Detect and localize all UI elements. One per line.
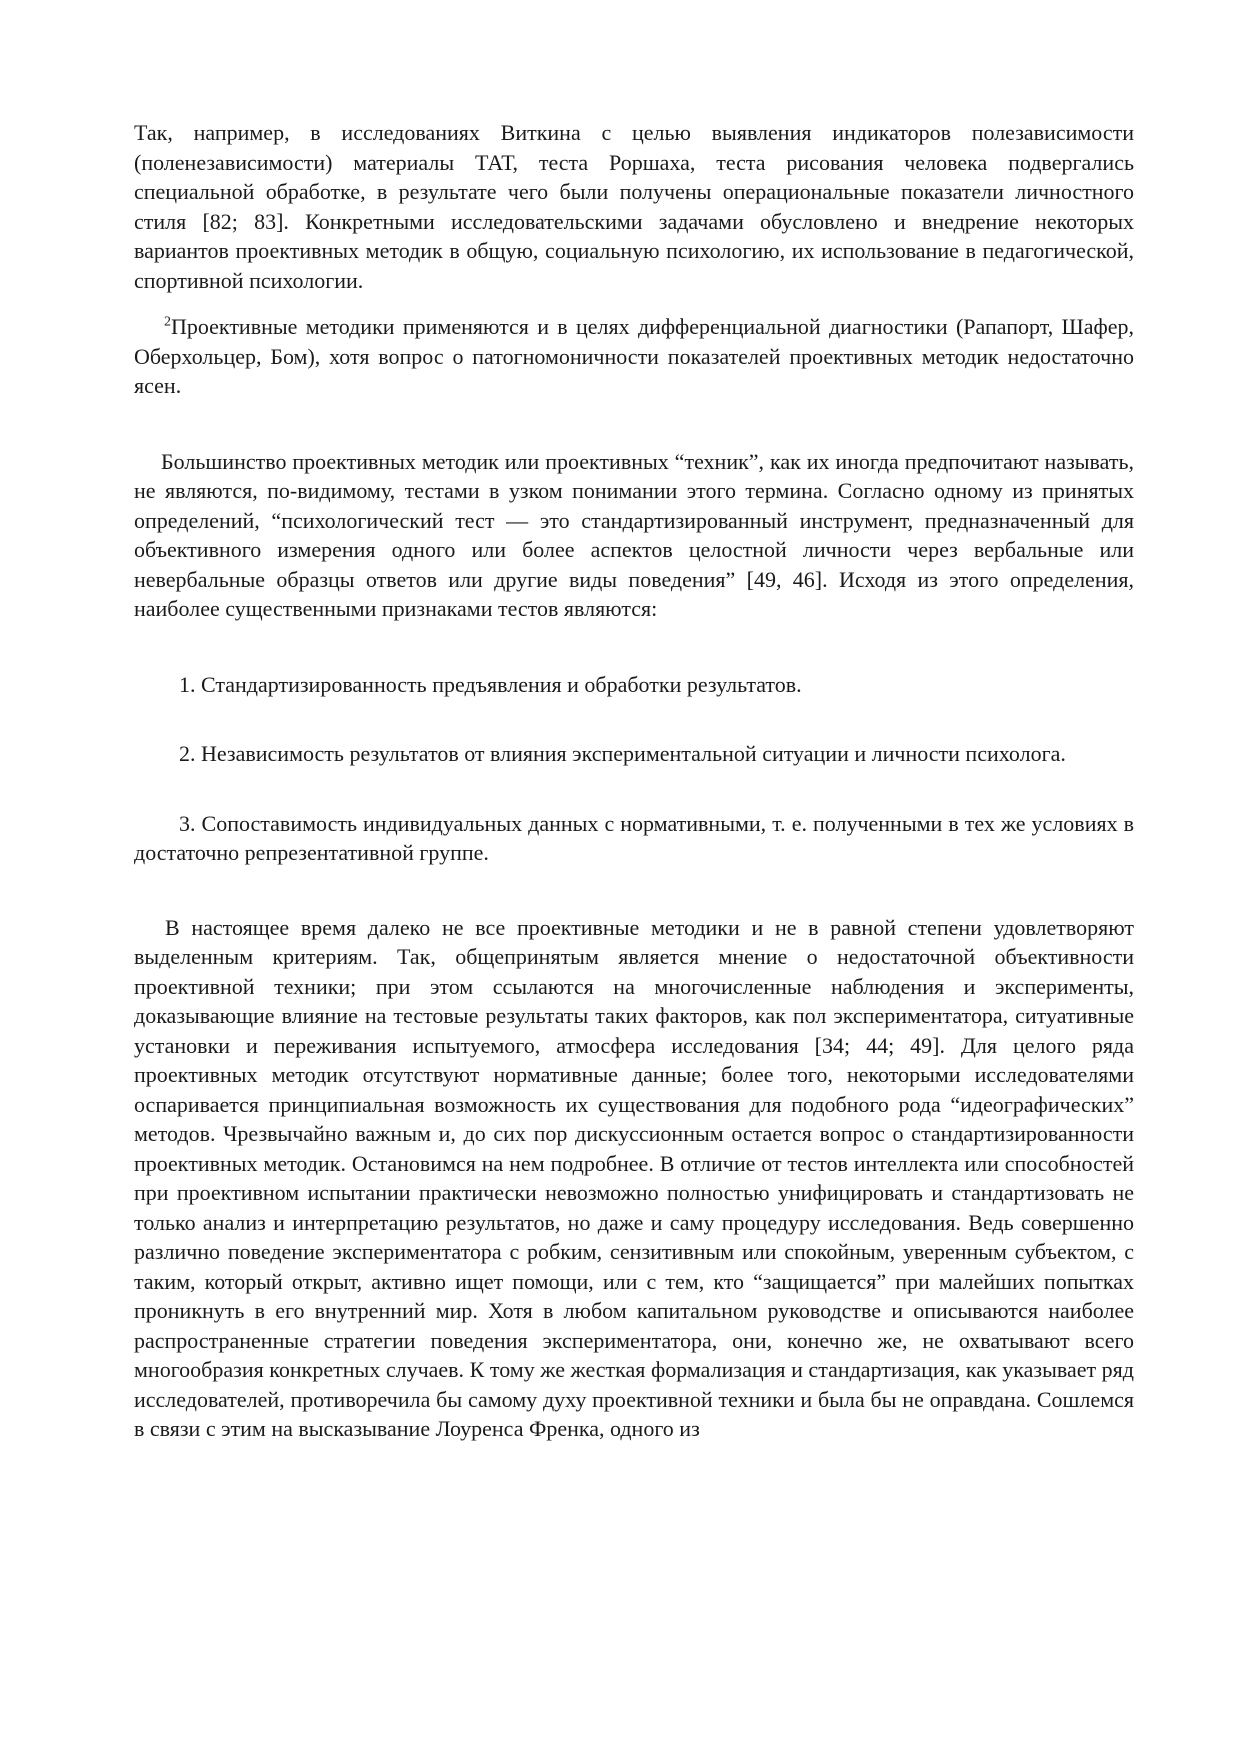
footnote-marker: 2 — [164, 314, 171, 330]
paragraph-test-definition: Большинство проективных методик или проективных “техник”, как их иногда предпочитают называть, не являются, по-видимому, тестами в узком понимании этого термина. Согласно одному из принятых определений, “психологический тест — это стандартизированный инструмент, предназначенный для объективного измерения одного или более аспектов целостной личности через вербальные или невербальные образцы ответов или другие виды поведения” [49, 46]. Исходя из этого определения, наиболее существенными признаками тестов являются: — [134, 448, 1134, 621]
list-item-independence: 2. Независимость результатов от влияния экспериментальной ситуации и личности психолога. — [179, 741, 1066, 766]
list-item-standardization: 1. Стандартизированность предъявления и обработки результатов. — [179, 671, 802, 697]
list-item-comparability: 3. Сопоставимость индивидуальных данных с нормативными, т. е. полученными в тех же условиях в достаточно репрезентативной группе. — [134, 810, 1134, 865]
paragraph-witkin-research: Так, например, в исследованиях Виткина с целью выявления индикаторов полезависимости (поленезависимости) материалы ТАТ, теста Роршаха, теста рисования человека подвергались специальной обработке, в результате чего были получены операциональные показатели личностного стиля [82; 83]. Конкретными исследовательскими задачами обусловлено и внедрение некоторых вариантов проективных методик в общую, социальную психологию, их использование в педагогической, спортивной психологии. — [134, 120, 1134, 293]
document-page — [134, 118, 1134, 1444]
paragraph-differential-diagnostics — [134, 312, 1134, 401]
paragraph-current-state: В настоящее время далеко не все проективные методики и не в равной степени удовлетворяют выделенным критериям. Так, общепринятым является мнение о недостаточной объективности проективной техники; при этом ссылаются на многочисленные наблюдения и эксперименты, доказывающие влияние на тестовые результаты таких факторов, как пол экспериментатора, ситуативные установки и переживания испытуемого, атмосфера исследования [34; 44; 49]. Для целого ряда проективных методик отсутствуют нормативные данные; более того, некоторыми исследователями оспаривается принципиальная возможность их существования для подобного рода “идеографических” методов. Чрезвычайно важным и, до сих пор дискуссионным остается вопрос о стандартизированности проективных методик. Остановимся на нем подробнее. В отличие от тестов интеллекта или способностей при проективном испытании практически невозможно полностью унифицировать и стандартизовать не только анализ и интерпретацию результатов, но даже и саму процедуру исследования. Ведь совершенно различно поведение экспериментатора с робким, сензитивным или спокойным, уверенным субъектом, с таким, который открыт, активно ищет помощи, или с тем, кто “защищается” при малейших попытках проникнуть в его внутренний мир. Хотя в любом капитальном руководстве и описываются наиболее распространенные стратегии поведения экспериментатора, они, конечно же, не охватывают всего многообразия конкретных случаев. К тому же жесткая формализация и стандартизация, как указывает ряд исследователей, противоречила бы самому духу проективной техники и была бы не оправдана. Сошлемся в связи с этим на высказывание Лоуренса Френка, одного из — [134, 914, 1134, 1441]
paragraph-differential-diagnostics-text: Проективные методики применяются и в целях дифференциальной диагностики (Рапапорт, Шафер, Оберхольцер, Бом), хотя вопрос о патогномоничности показателей проективных методик недостаточно ясен. — [134, 314, 1134, 398]
